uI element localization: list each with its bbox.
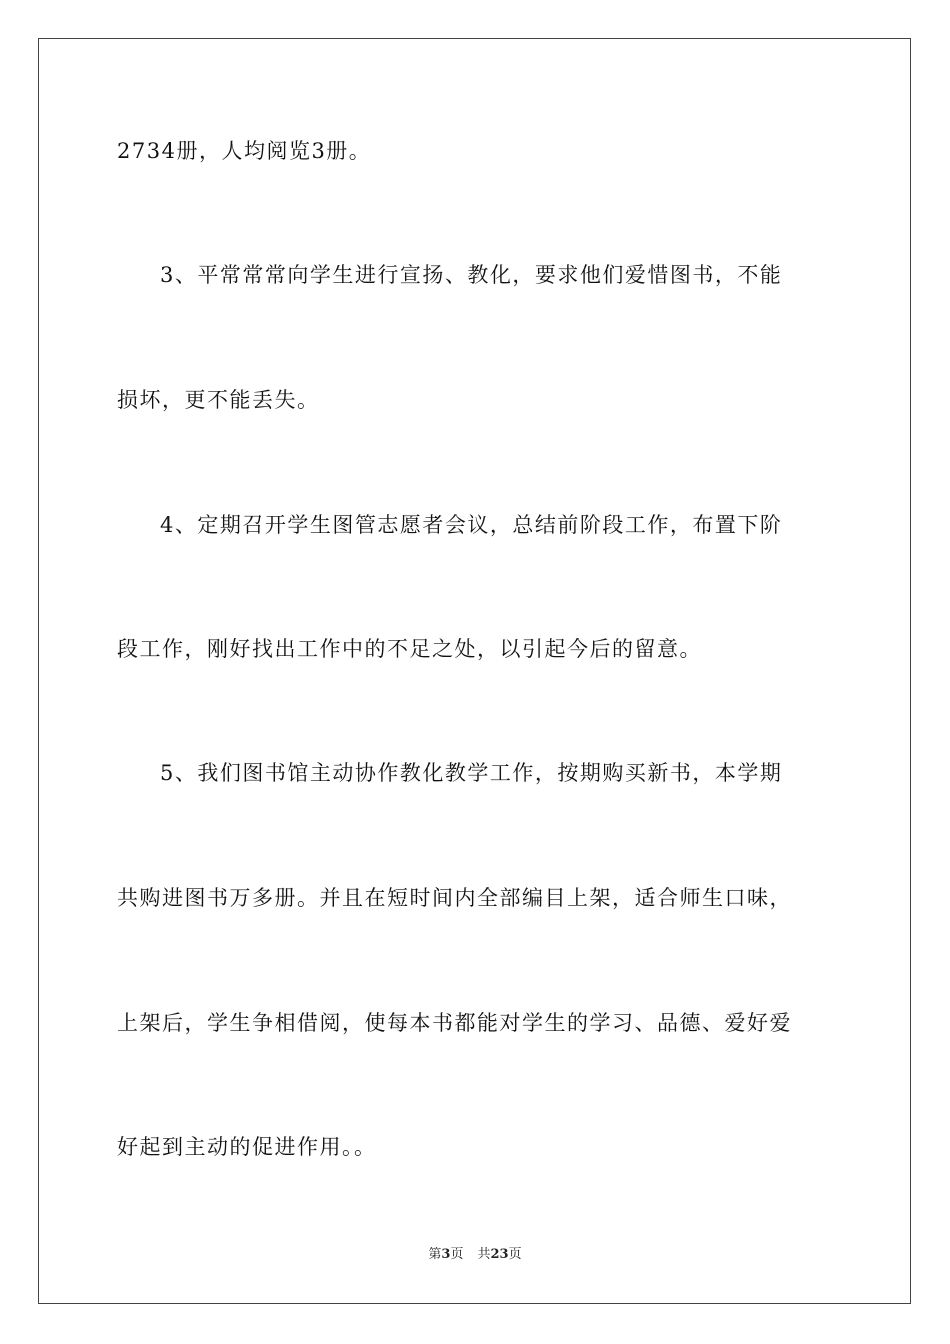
paragraph-3-start: 3、平常常常向学生进行宣扬、教化，要求他们爱惜图书，不能 [160, 263, 783, 287]
page-footer [0, 1246, 950, 1264]
text-line: 2734册，人均阅览3册。 [117, 139, 372, 163]
total-suffix: 页 [508, 1247, 522, 1262]
paragraph-4-start: 4、定期召开学生图管志愿者会议，总结前阶段工作，布置下阶 [160, 513, 783, 537]
page-prefix: 第 [428, 1247, 442, 1262]
page-number: 3 [441, 1247, 451, 1262]
total-pages: 23 [490, 1247, 509, 1262]
text-line: 共购进图书万多册。并且在短时间内全部编目上架，适合师生口味， [117, 886, 792, 910]
text-line: 好起到主动的促进作用。。 [117, 1135, 377, 1159]
text-line: 上架后，学生争相借阅，使每本书都能对学生的学习、品德、爱好爱 [117, 1011, 792, 1035]
text-line: 损坏，更不能丢失。 [117, 388, 320, 412]
total-prefix: 共 [477, 1247, 491, 1262]
page-border [38, 38, 911, 1304]
text-line: 段工作，刚好找出工作中的不足之处，以引起今后的留意。 [117, 637, 702, 661]
page-suffix: 页 [450, 1247, 464, 1262]
paragraph-5-start: 5、我们图书馆主动协作教化教学工作，按期购买新书，本学期 [160, 761, 783, 785]
